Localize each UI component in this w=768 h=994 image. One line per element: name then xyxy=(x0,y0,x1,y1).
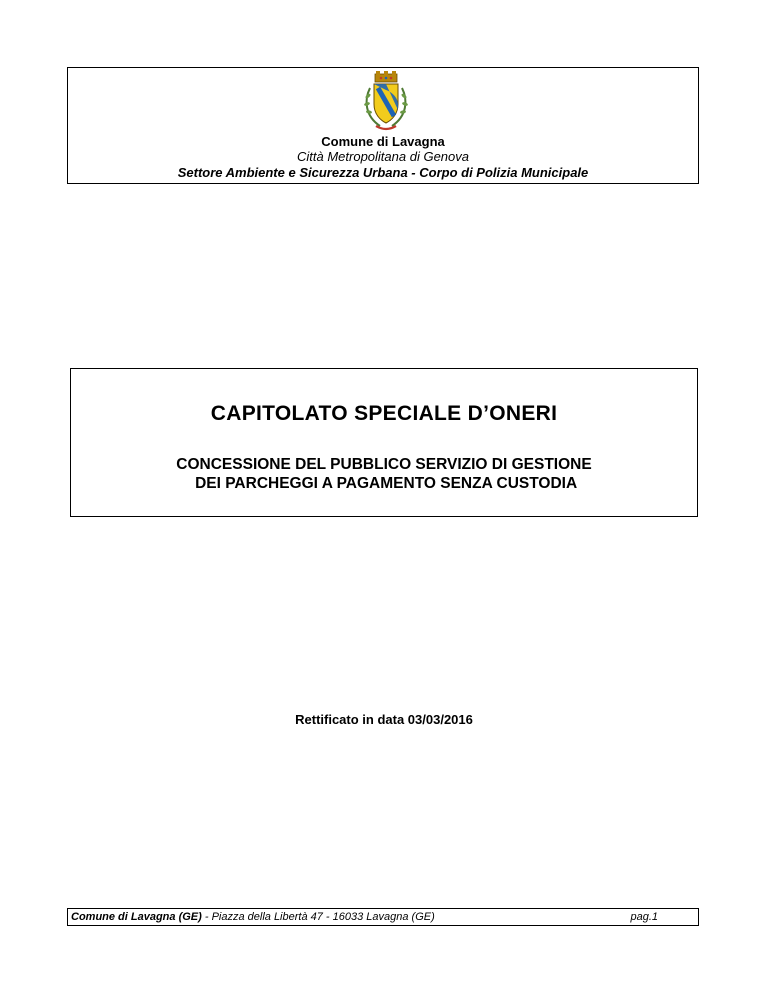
title-box xyxy=(70,368,698,517)
footer-address xyxy=(71,911,435,923)
page-number: pag.1 xyxy=(630,911,658,923)
page-footer xyxy=(67,908,699,926)
org-region: Città Metropolitana di Genova xyxy=(297,149,469,164)
subtitle-line-2: DEI PARCHEGGI A PAGAMENTO SENZA CUSTODIA xyxy=(190,475,578,492)
org-department: Settore Ambiente e Sicurezza Urbana - Corpo di Polizia Municipale xyxy=(177,165,589,180)
subtitle-line-1: CONCESSIONE DEL PUBBLICO SERVIZIO DI GESTIONE xyxy=(176,456,592,473)
header-box xyxy=(67,67,699,184)
footer-address-text: - Piazza della Libertà 47 - 16033 Lavagna (GE) xyxy=(201,911,435,923)
document-subtitle xyxy=(71,455,697,493)
rectified-note: Rettificato in data 03/03/2016 xyxy=(295,712,473,727)
document-title: CAPITOLATO SPECIALE D’ONERI xyxy=(210,402,558,425)
footer-org-name: Comune di Lavagna (GE) xyxy=(71,911,202,923)
org-name: Comune di Lavagna xyxy=(321,134,445,149)
municipal-coat-of-arms-icon xyxy=(356,70,416,134)
